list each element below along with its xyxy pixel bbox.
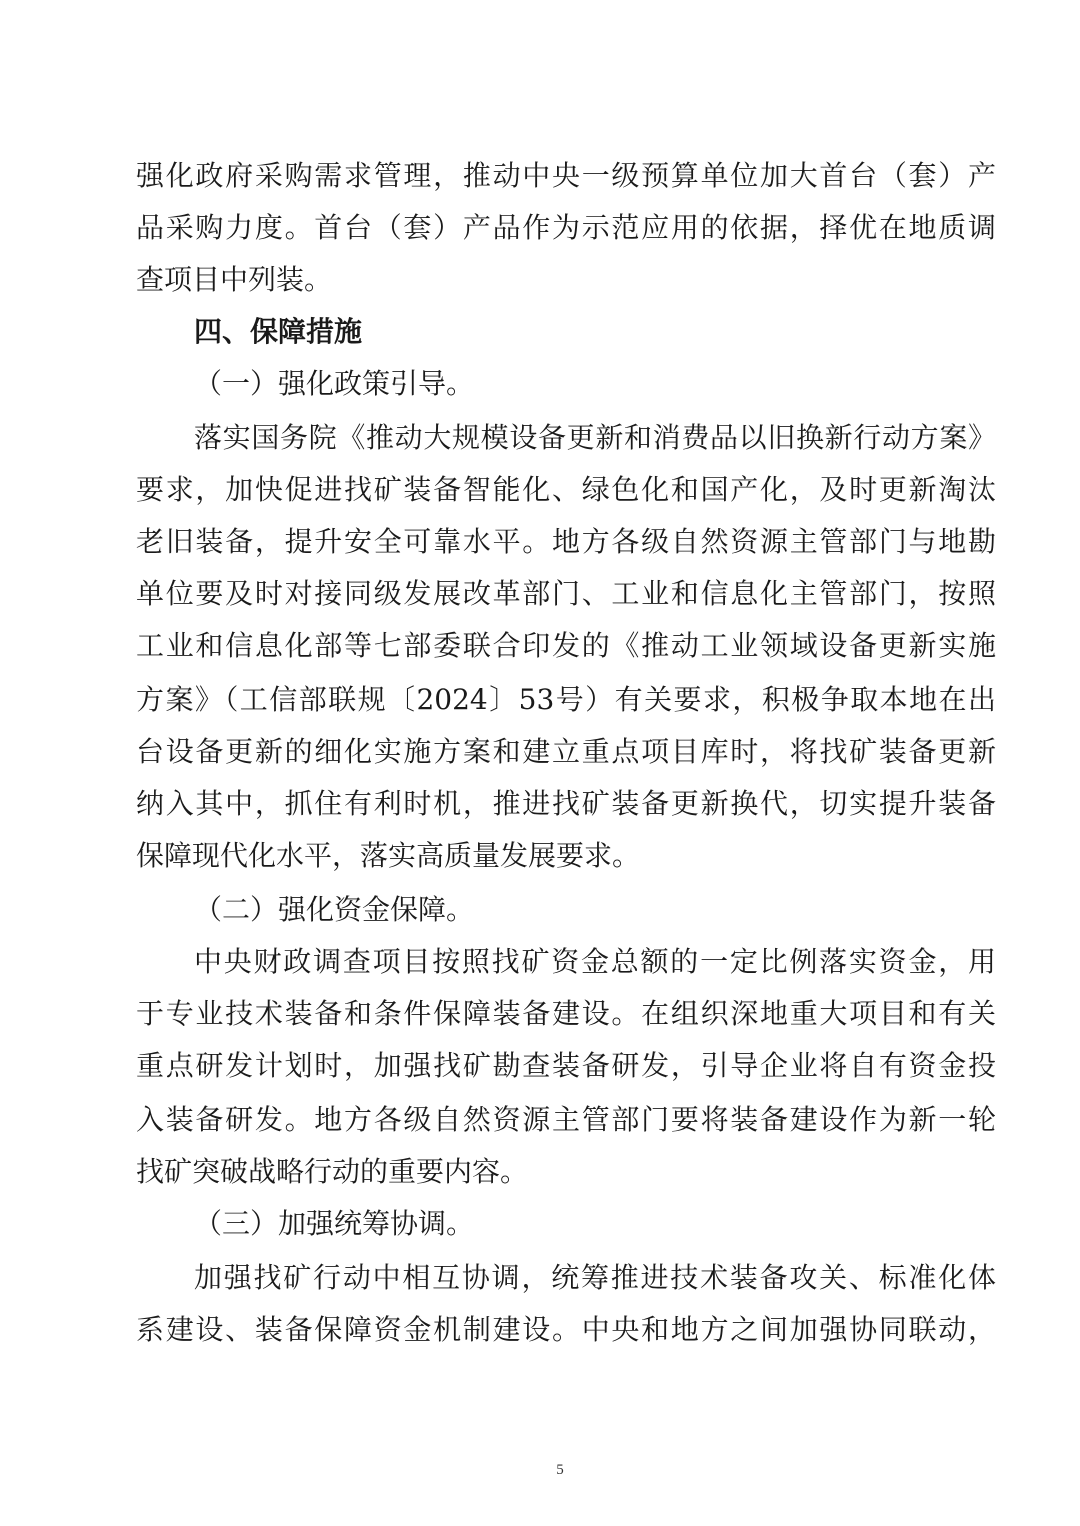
body-text-line: 要求，加快促进找矿装备智能化、绿色化和国产化，及时更新淘汰 — [136, 473, 996, 506]
page-number: 5 — [556, 1462, 564, 1478]
body-text-line: 中央财政调查项目按照找矿资金总额的一定比例落实资金，用 — [194, 945, 996, 978]
body-text-line: 加强找矿行动中相互协调，统筹推进技术装备攻关、标准化体 — [194, 1261, 996, 1294]
body-text-line: 于专业技术装备和条件保障装备建设。在组织深地重大项目和有关 — [136, 997, 996, 1030]
body-text-line: 重点研发计划时，加强找矿勘查装备研发，引导企业将自有资金投 — [136, 1049, 996, 1082]
body-text-line: 找矿突破战略行动的重要内容。 — [136, 1155, 529, 1188]
section-heading: 四、保障措施 — [194, 315, 363, 348]
body-text-line: 纳入其中，抓住有利时机，推进找矿装备更新换代，切实提升装备 — [136, 787, 996, 820]
body-text-line: 落实国务院《推动大规模设备更新和消费品以旧换新行动方案》 — [194, 421, 996, 454]
body-text-line: 老旧装备，提升安全可靠水平。地方各级自然资源主管部门与地勘 — [136, 525, 996, 558]
body-text-line: 方案》（工信部联规〔2024〕53号）有关要求，积极争取本地在出 — [136, 683, 996, 716]
body-text-line: 保障现代化水平，落实高质量发展要求。 — [136, 839, 641, 872]
body-text-line: 查项目中列装。 — [136, 263, 333, 296]
body-text-line: 强化政府采购需求管理，推动中央一级预算单位加大首台（套）产 — [136, 159, 996, 192]
body-text-line: 系建设、装备保障资金机制建设。中央和地方之间加强协同联动， — [136, 1313, 996, 1346]
body-text-line: 入装备研发。地方各级自然资源主管部门要将装备建设作为新一轮 — [136, 1103, 996, 1136]
subsection-heading: （二）强化资金保障。 — [194, 893, 475, 926]
body-text-line: 台设备更新的细化实施方案和建立重点项目库时，将找矿装备更新 — [136, 735, 996, 768]
subsection-heading: （三）加强统筹协调。 — [194, 1207, 475, 1240]
subsection-heading: （一）强化政策引导。 — [194, 367, 475, 400]
body-text-line: 工业和信息化部等七部委联合印发的《推动工业领域设备更新实施 — [136, 629, 996, 662]
body-text-line: 单位要及时对接同级发展改革部门、工业和信息化主管部门，按照 — [136, 577, 996, 610]
body-text-line: 品采购力度。首台（套）产品作为示范应用的依据，择优在地质调 — [136, 211, 996, 244]
